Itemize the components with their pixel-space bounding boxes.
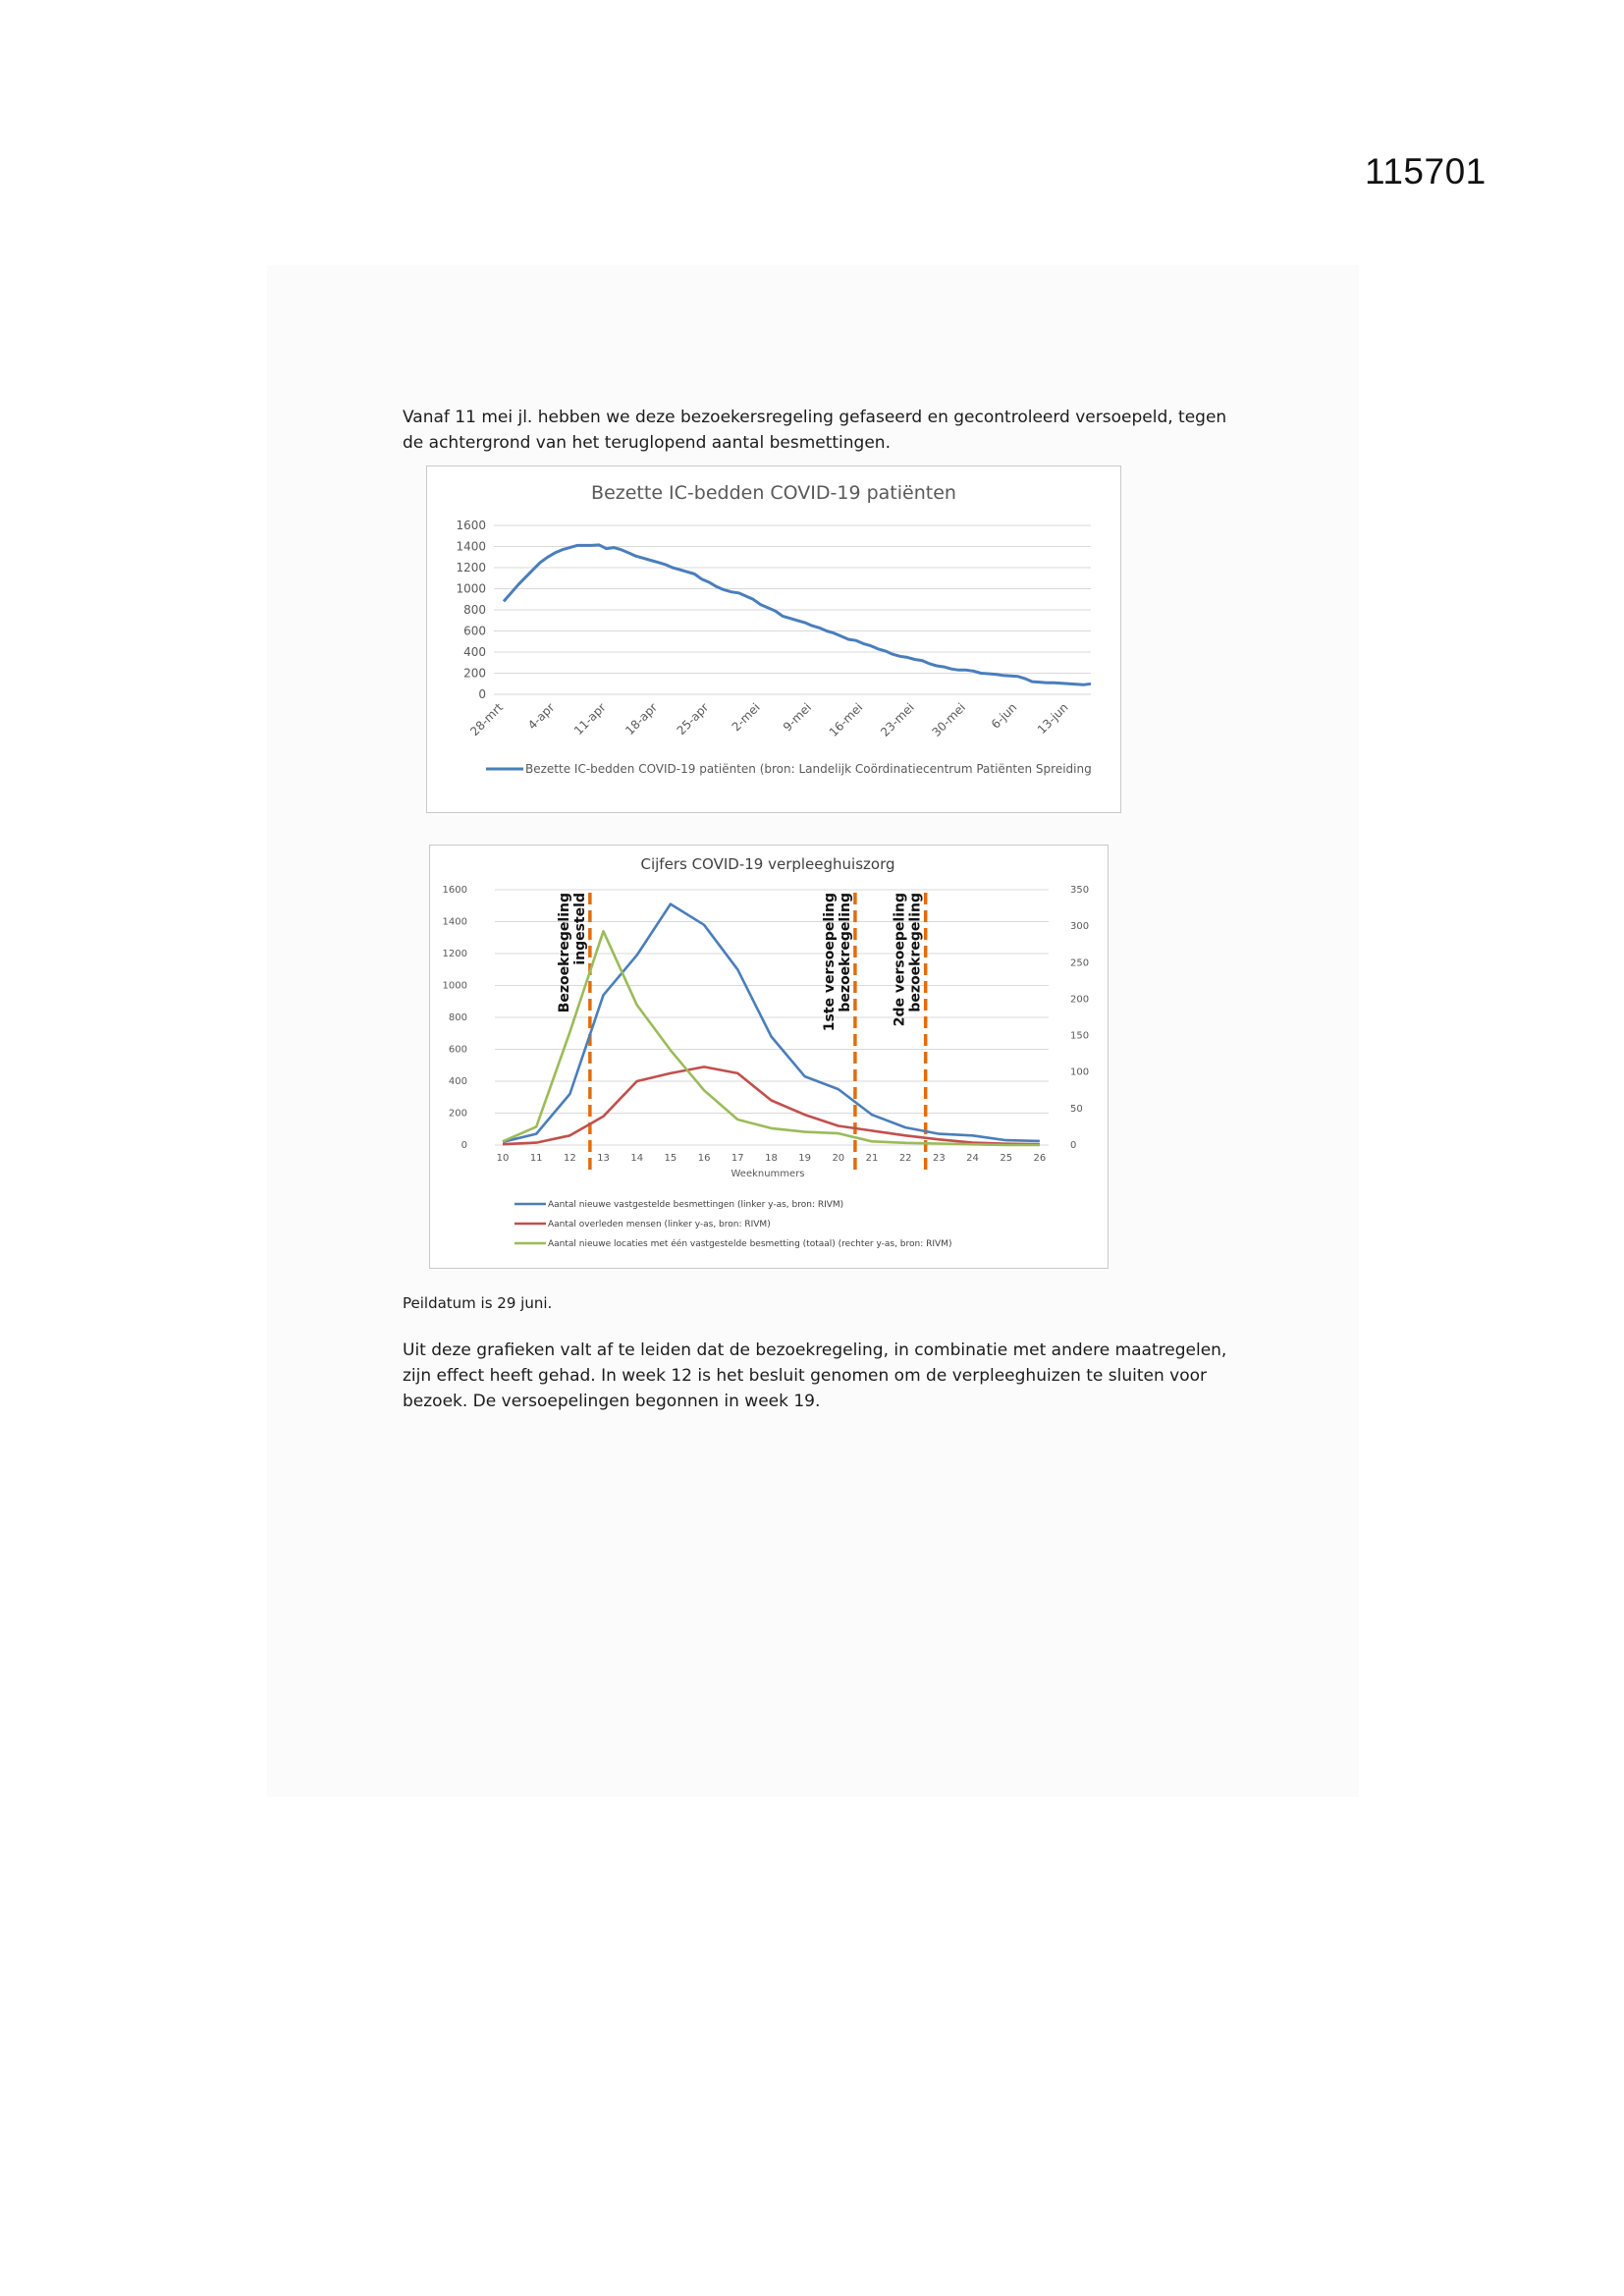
legend-label: Bezette IC-bedden COVID-19 patiënten (bron: Landelijk Coördinatiecentrum Patiënten Spreiding	[525, 762, 1092, 776]
x-tick-label: 21	[865, 1153, 879, 1164]
x-tick-label: 4-apr	[525, 700, 558, 733]
y2-tick-label: 300	[1070, 921, 1090, 933]
x-tick-label: 15	[664, 1153, 677, 1164]
document-number: 115701	[1365, 151, 1487, 191]
y-tick-label: 0	[478, 687, 486, 701]
x-tick-label: 19	[798, 1153, 812, 1164]
nursing-home-chart-svg	[430, 846, 1108, 1268]
x-tick-label: 23-mei	[878, 700, 917, 739]
y-tick-label: 400	[448, 1076, 467, 1087]
x-tick-label: 13-jun	[1034, 700, 1071, 738]
annotation-label: Bezoekregeling	[556, 893, 572, 1013]
y-tick-label: 1000	[442, 980, 467, 992]
conclusion-paragraph: Uit deze grafieken valt af te leiden dat de bezoekregeling, in combinatie met andere maatregelen, zijn effect heeft gehad. In week 12 is het besluit genomen om de verpleeghuizen te sluiten voor bezoek. De versoepelingen begonnen in week 19.	[403, 1340, 1227, 1411]
x-tick-label: 12	[563, 1153, 576, 1164]
y-tick-label: 1600	[442, 885, 467, 896]
x-tick-label: 14	[630, 1153, 644, 1164]
y-tick-label: 600	[463, 624, 486, 638]
nursing-home-chart	[429, 845, 1109, 1269]
y2-tick-label: 0	[1070, 1140, 1077, 1151]
x-tick-label: 25	[1000, 1153, 1013, 1164]
x-tick-label: 23	[932, 1153, 946, 1164]
chart-title: Bezette IC-bedden COVID-19 patiënten	[591, 482, 956, 504]
chart-title: Cijfers COVID-19 verpleeghuiszorg	[640, 855, 895, 873]
x-tick-label: 2-mei	[729, 700, 763, 735]
annotation-label: 2de versoepeling	[892, 893, 908, 1027]
annotation-label: bezoekregeling	[837, 893, 853, 1012]
legend-label: Aantal nieuwe locaties met één vastgestelde besmetting (totaal) (rechter y-as, bron: RIVM)	[548, 1239, 952, 1249]
x-tick-label: 6-jun	[988, 700, 1020, 732]
x-tick-label: 16	[697, 1153, 711, 1164]
x-tick-label: 24	[966, 1153, 979, 1164]
y2-tick-label: 250	[1070, 957, 1090, 969]
y-tick-label: 1200	[456, 561, 486, 574]
x-tick-label: 9-mei	[780, 700, 815, 735]
y2-tick-label: 200	[1070, 994, 1090, 1006]
x-tick-label: 25-apr	[674, 700, 712, 738]
legend-label: Aantal overleden mensen (linker y-as, bron: RIVM)	[548, 1220, 771, 1230]
y-tick-label: 1600	[456, 519, 486, 532]
x-tick-label: 10	[496, 1153, 510, 1164]
x-tick-label: 26	[1033, 1153, 1047, 1164]
x-tick-label: 11-apr	[570, 700, 609, 738]
y-tick-label: 200	[448, 1108, 467, 1120]
y-tick-label: 400	[463, 645, 486, 659]
y2-tick-label: 50	[1070, 1103, 1083, 1115]
x-axis-label: Weeknummers	[731, 1169, 805, 1179]
x-tick-label: 28-mrt	[467, 700, 507, 739]
annotation-label: bezoekregeling	[907, 893, 924, 1012]
legend-label: Aantal nieuwe vastgestelde besmettingen (linker y-as, bron: RIVM)	[548, 1200, 844, 1210]
x-tick-label: 18-apr	[623, 700, 661, 738]
x-tick-label: 30-mei	[929, 700, 969, 739]
y-tick-label: 600	[448, 1044, 467, 1056]
y-tick-label: 1000	[456, 581, 486, 596]
x-tick-label: 22	[898, 1153, 912, 1164]
x-tick-label: 13	[597, 1153, 610, 1164]
ic-beds-chart	[426, 465, 1121, 813]
y-tick-label: 1200	[442, 949, 467, 959]
x-tick-label: 17	[731, 1153, 744, 1164]
annotation-label: ingesteld	[571, 893, 588, 965]
y-tick-label: 800	[448, 1012, 467, 1023]
intro-paragraph: Vanaf 11 mei jl. hebben we deze bezoekersregeling gefaseerd en gecontroleerd versoepeld, tegen de achtergrond van het teruglopend aantal besmettingen.	[403, 408, 1227, 453]
x-tick-label: 18	[765, 1153, 778, 1164]
annotation-label: 1ste versoepeling	[821, 893, 838, 1032]
x-tick-label: 11	[529, 1153, 543, 1164]
peildatum-paragraph: Peildatum is 29 juni.	[403, 1294, 553, 1312]
series-line-ic-beds	[504, 545, 1091, 684]
series-line-2	[503, 1066, 1040, 1144]
y2-tick-label: 150	[1070, 1030, 1090, 1042]
y-tick-label: 800	[463, 603, 486, 617]
y2-tick-label: 100	[1070, 1066, 1090, 1078]
x-tick-label: 20	[832, 1153, 845, 1164]
y-tick-label: 0	[460, 1140, 467, 1151]
x-tick-label: 16-mei	[826, 700, 866, 739]
ic-beds-chart-svg	[427, 466, 1120, 812]
y-tick-label: 200	[463, 666, 486, 681]
y2-tick-label: 350	[1070, 885, 1090, 896]
y-tick-label: 1400	[442, 916, 467, 928]
y-tick-label: 1400	[456, 539, 486, 554]
